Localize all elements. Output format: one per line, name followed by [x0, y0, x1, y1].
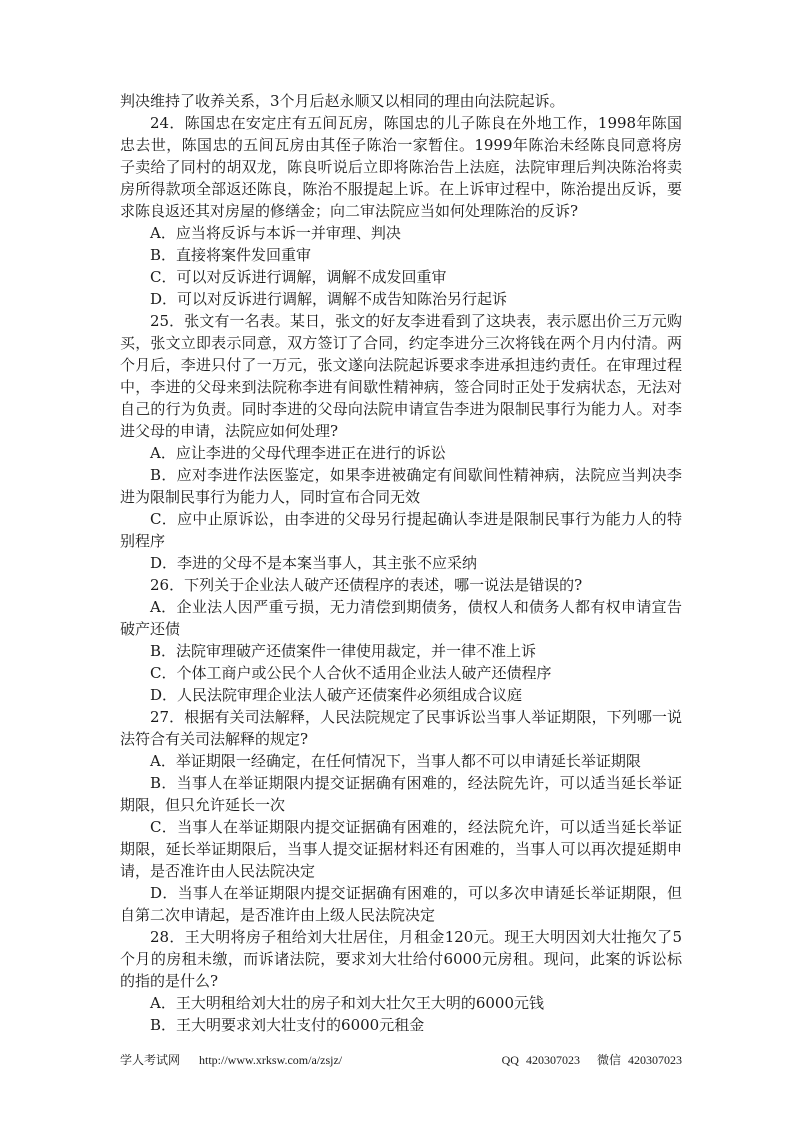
- paragraph: 判决维持了收养关系，3个月后赵永顺又以相同的理由向法院起诉。: [120, 92, 565, 110]
- question-25-option-d: D．李进的父母不是本案当事人，其主张不应采纳: [150, 554, 478, 572]
- question-27-option-a: A．举证期限一经确定，在任何情况下，当事人都不可以申请延长举证期限: [150, 752, 641, 770]
- question-25-option-c: C．应中止原诉讼，由李进的父母另行提起确认李进是限制民事行为能力人的特别程序: [120, 510, 682, 550]
- footer-contact: [498, 1050, 682, 1070]
- question-28-option-b: B．王大明要求刘大壮支付的6000元租金: [150, 1016, 425, 1034]
- document-body: [120, 90, 682, 1036]
- question-26-option-a: A．企业法人因严重亏损，无力清偿到期债务，债权人和债务人都有权申请宣告破产还债: [120, 598, 682, 638]
- footer-left: [120, 1050, 342, 1070]
- question-27-option-c: C．当事人在举证期限内提交证据确有困难的，经法院允许，可以适当延长举证期限，延长举证期限后，当事人提交证据材料还有困难的，当事人可以再次提延期申请，是否准许由人民法院决定: [120, 818, 682, 880]
- question-26: 26．下列关于企业法人破产还债程序的表述，哪一说法是错误的?: [150, 576, 583, 594]
- question-27: 27．根据有关司法解释，人民法院规定了民事诉讼当事人举证期限，下列哪一说法符合有关司法解释的规定?: [120, 708, 682, 748]
- page-footer: [120, 1050, 682, 1070]
- question-24-option-a: A．应当将反诉与本诉一并审理、判决: [150, 224, 401, 242]
- footer-qq-label: QQ: [501, 1053, 519, 1067]
- question-24: 24．陈国忠在安定庄有五间瓦房，陈国忠的儿子陈良在外地工作，1998年陈国忠去世，陈国忠的五间瓦房由其侄子陈治一家暂住。1999年陈治未经陈良同意将房子卖给了同村的胡双龙，陈良听说后立即将陈治告上法庭，法院审理后判决陈治将卖房所得款项全部返还陈良，陈治不服提起上诉。在上诉审过程中，陈治提出反诉，要求陈良返还其对房屋的修缮金；向二审法院应当如何处理陈治的反诉?: [120, 114, 682, 220]
- question-26-option-c: C．个体工商户或公民个人合伙不适用企业法人破产还债程序: [150, 664, 552, 682]
- question-26-option-d: D．人民法院审理企业法人破产还债案件必须组成合议庭: [150, 686, 523, 704]
- question-24-option-c: C．可以对反诉进行调解，调解不成发回重审: [150, 268, 447, 286]
- footer-site-name: 学人考试网: [120, 1053, 181, 1067]
- question-27-option-d: D．当事人在举证期限内提交证据确有困难的，可以多次申请延长举证期限，但自第二次申请起，是否准许由上级人民法院决定: [120, 884, 682, 924]
- question-28-option-a: A．王大明租给刘大壮的房子和刘大壮欠王大明的6000元钱: [150, 994, 545, 1012]
- footer-url-link[interactable]: http://www.xrksw.com/a/zsjz/: [199, 1053, 343, 1067]
- footer-qq-number: 420307023: [525, 1053, 580, 1067]
- question-25-option-a: A．应让李进的父母代理李进正在进行的诉讼: [150, 444, 446, 462]
- footer-wechat-number: 420307023: [628, 1053, 682, 1067]
- footer-wechat-label: 微信: [596, 1053, 621, 1067]
- question-25-option-b: B．应对李进作法医鉴定，如果李进被确定有间歇间性精神病，法院应当判决李进为限制民事行为能力人，同时宣布合同无效: [120, 466, 682, 506]
- question-25: 25．张文有一名表。某日，张文的好友李进看到了这块表，表示愿出价三万元购买，张文立即表示同意，双方签订了合同，约定李进分三次将钱在两个月内付清。两个月后，李进只付了一万元，张文遂向法院起诉要求李进承担违约责任。在审理过程中，李进的父母来到法院称李进有间歇性精神病，签合同时正处于发病状态，无法对自己的行为负责。同时李进的父母向法院申请宣告李进为限制民事行为能力人。对李进父母的申请，法院应如何处理?: [120, 312, 682, 440]
- question-27-option-b: B．当事人在举证期限内提交证据确有困难的，经法院先许，可以适当延长举证期限，但只允许延长一次: [120, 774, 682, 814]
- question-26-option-b: B．法院审理破产还债案件一律使用裁定，并一律不准上诉: [150, 642, 537, 660]
- question-24-option-d: D．可以对反诉进行调解，调解不成告知陈治另行起诉: [150, 290, 508, 308]
- question-24-option-b: B．直接将案件发回重审: [150, 246, 312, 264]
- question-28: 28．王大明将房子租给刘大壮居住，月租金120元。现王大明因刘大壮拖欠了5个月的房租未缴，而诉诸法院，要求刘大壮给付6000元房租。现问，此案的诉讼标的指的是什么?: [120, 928, 682, 990]
